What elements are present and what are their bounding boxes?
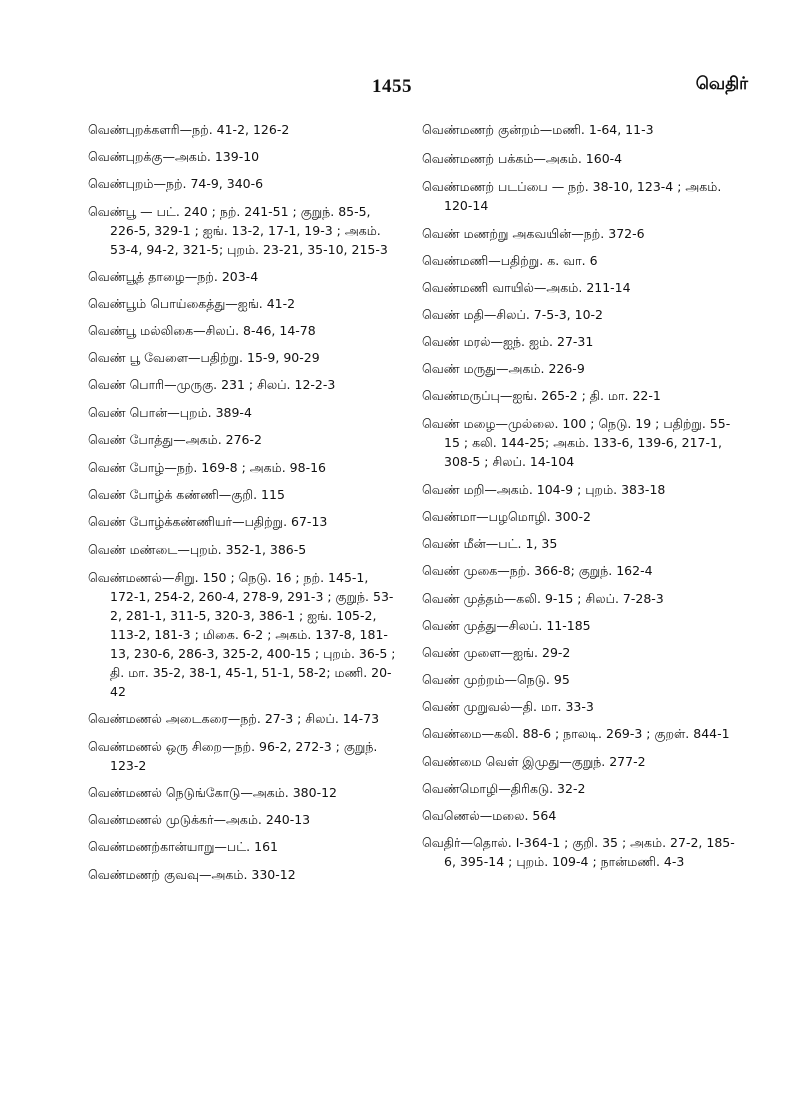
- index-entry: வெண் மருது—அகம். 226-9: [422, 361, 585, 376]
- index-entry: வெதிர்—தொல். I-364-1 ; குறி. 35 ; அகம். 27-2, 185-6, 395-14 ; புறம். 109-4 ; நான்மணி. 4-3: [422, 835, 735, 869]
- index-entry: வெண்பூம் பொய்கைத்து—ஐங். 41-2: [88, 296, 296, 311]
- index-entry: வெண்மணி வாயில்—அகம். 211-14: [422, 280, 631, 295]
- index-entry: வெண்மணல் நெடுங்கோடு—அகம். 380-12: [88, 785, 337, 800]
- index-entry: வெண்மா—பழமொழி. 300-2: [422, 509, 591, 524]
- index-entry: வெண்மணற் படப்பை — நற். 38-10, 123-4 ; அகம். 120-14: [422, 179, 722, 213]
- index-entry: வெண்புறக்கு—அகம். 139-10: [88, 149, 260, 164]
- index-entry: வெண்மருப்பு—ஐங். 265-2 ; தி. மா. 22-1: [422, 388, 661, 403]
- index-entry: வெண் போழ்க் கண்ணி—குறி. 115: [88, 487, 285, 502]
- index-entry: வெண்மணற் குன்றம்—மணி. 1-64, 11-3: [422, 122, 654, 137]
- index-entry: வெண்புறக்களரி—நற். 41-2, 126-2: [88, 122, 290, 137]
- index-entry: வெண் போழ்—நற். 169-8 ; அகம். 98-16: [88, 460, 327, 475]
- index-entry: வெண் மண்டை—புறம். 352-1, 386-5: [88, 542, 307, 557]
- index-entry: வெண் மழை—முல்லை. 100 ; நெடு. 19 ; பதிற்று. 55-15 ; கலி. 144-25; அகம். 133-6, 139-6, 217-1, 308-5 ; சிலப். 14-104: [422, 416, 731, 469]
- index-entry: வெண்மணி—பதிற்று. க. வா. 6: [422, 253, 598, 268]
- running-head: வெதிர்: [695, 74, 748, 94]
- index-entry: வெண்பூ மல்லிகை—சிலப். 8-46, 14-78: [88, 323, 316, 338]
- index-entry: வெண் மீன்—பட். 1, 35: [422, 536, 558, 551]
- index-entry: வெண் பொன்—புறம். 389-4: [88, 405, 252, 420]
- index-entry: வெண்பூ — பட். 240 ; நற். 241-51 ; குறுந். 85-5, 226-5, 329-1 ; ஐங். 13-2, 17-1, 19-3 ; அகம். 53-4, 94-2, 321-5; புறம். 23-21, 35-10, 215-3: [88, 204, 388, 257]
- index-entry: வெண்மை வெள் இமுது—குறுந். 277-2: [422, 754, 646, 769]
- index-entry: வெண்மணற் பக்கம்—அகம். 160-4: [422, 151, 623, 166]
- index-entry: வெண் மரல்—ஐந். ஐம். 27-31: [422, 334, 594, 349]
- index-entry: வெண்மணற் குவவு—அகம். 330-12: [88, 867, 296, 882]
- index-entry: வெண்புறம்—நற். 74-9, 340-6: [88, 176, 264, 191]
- index-entry: வெண் முகை—நற். 366-8; குறுந். 162-4: [422, 563, 653, 578]
- index-entry: வெண் மறி—அகம். 104-9 ; புறம். 383-18: [422, 482, 666, 497]
- index-entry: வெண் முத்து—சிலப். 11-185: [422, 618, 591, 633]
- page-number: 1455: [372, 76, 412, 97]
- index-entry: வெண் போத்து—அகம். 276-2: [88, 432, 262, 447]
- index-entry: வெண் மதி—சிலப். 7-5-3, 10-2: [422, 307, 603, 322]
- index-entry: வெண்பூத் தாழை—நற். 203-4: [88, 269, 259, 284]
- index-entry: வெண் முளை—ஐங். 29-2: [422, 645, 571, 660]
- page-header: [0, 72, 800, 104]
- right-column: [422, 120, 740, 871]
- index-entry: வெண்மொழி—திரிகடு. 32-2: [422, 781, 586, 796]
- index-entry: வெண் முற்றம்—நெடு. 95: [422, 672, 570, 687]
- index-entry: வெண் முத்தம்—கலி. 9-15 ; சிலப். 7-28-3: [422, 591, 664, 606]
- index-entry: வெண்மணற்கான்யாறு—பட். 161: [88, 839, 278, 854]
- index-entry: வெண் போழ்க்கண்ணியர்—பதிற்று. 67-13: [88, 514, 328, 529]
- index-entry: வெண்மணல் முடுக்கர்—அகம். 240-13: [88, 812, 311, 827]
- index-entry: வெண்மணல்—சிறு. 150 ; நெடு. 16 ; நற். 145-1, 172-1, 254-2, 260-4, 278-9, 291-3 ; குறுந். 53-2, 281-1, 311-5, 320-3, 386-1 ; ஐங். 105-2, 113-2, 181-3 ; மிகை. 6-2 ; அகம். 137-8, 181-13, 230-6, 286-3, 325-2, 400-15 ; புறம். 36-5 ; தி. மா. 35-2, 38-1, 45-1, 51-1, 58-2; மணி. 20-42: [88, 570, 396, 699]
- index-entry: வெணெல்—மலை. 564: [422, 808, 557, 823]
- index-entry: வெண் பொரி—முருகு. 231 ; சிலப். 12-2-3: [88, 377, 336, 392]
- left-column: [88, 120, 398, 884]
- index-entry: வெண் மணற்று அகவயின்—நற். 372-6: [422, 226, 645, 241]
- index-entry: வெண்மணல் அடைகரை—நற். 27-3 ; சிலப். 14-73: [88, 711, 380, 726]
- index-entry: வெண் முறுவல்—தி. மா. 33-3: [422, 699, 594, 714]
- index-entry: வெண் பூ வேளை—பதிற்று. 15-9, 90-29: [88, 350, 320, 365]
- index-entry: வெண்மை—கலி. 88-6 ; நாலடி. 269-3 ; குறள். 844-1: [422, 726, 730, 741]
- index-entry: வெண்மணல் ஒரு சிறை—நற். 96-2, 272-3 ; குறுந். 123-2: [88, 739, 378, 773]
